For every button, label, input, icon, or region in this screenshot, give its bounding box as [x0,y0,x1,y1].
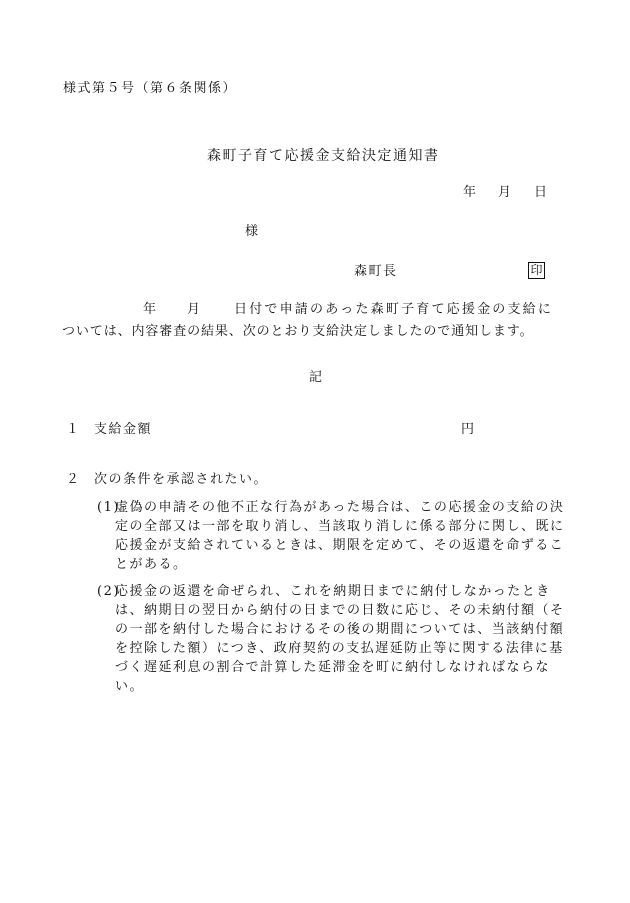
section2-number: ２ [66,472,81,487]
condition-number: (2) [97,584,120,599]
condition-number: (1) [97,500,120,515]
seal-mark: 印 [528,262,545,279]
condition-item [97,498,571,574]
body-line-2: ついては、内容審査の結果、次のとおり支給決定しましたので通知します。 [62,324,534,339]
date-year: 年 [463,185,478,200]
date-day: 日 [534,185,549,200]
condition-text: 応援金の返還を命ぜられ、これを納期日までに納付しなかったときは、納期日の翌日から納付の日までの日数に応じ、その未納付額（その一部を納付した場合におけるその後の期間については、当該納付額を控除した額）につき、政府契約の支払遅延防止等に関する法律に基づく遅延利息の割合で計算した延滞金を町に納付しなければならない。 [115,584,565,694]
section1-label: 支給金額 [94,422,153,437]
body-year: 年 [143,302,158,317]
condition-item [97,582,571,696]
condition-text: 虚偽の申請その他不正な行為があった場合は、この応援金の支給の決定の全部又は一部を取り消し、当該取り消しに係る部分に関し、既に応援金が支給されているときは、期限を定めて、その返還を命ずることがある。 [115,500,565,572]
body-month: 月 [187,302,202,317]
section1-unit: 円 [461,422,476,437]
section1-number: １ [66,422,81,437]
ki-heading: 記 [309,370,324,385]
date-month: 月 [498,185,513,200]
document-title: 森町子育て応援金支給決定通知書 [207,148,440,164]
addressee-suffix: 様 [245,224,260,239]
form-label: 様式第５号（第６条関係） [63,81,238,96]
section2-label: 次の条件を承認されたい。 [94,472,269,487]
body-line-1: 日付で申請のあった森町子育て応援金の支給に [234,302,554,317]
issuer-name: 森町長 [354,264,398,279]
